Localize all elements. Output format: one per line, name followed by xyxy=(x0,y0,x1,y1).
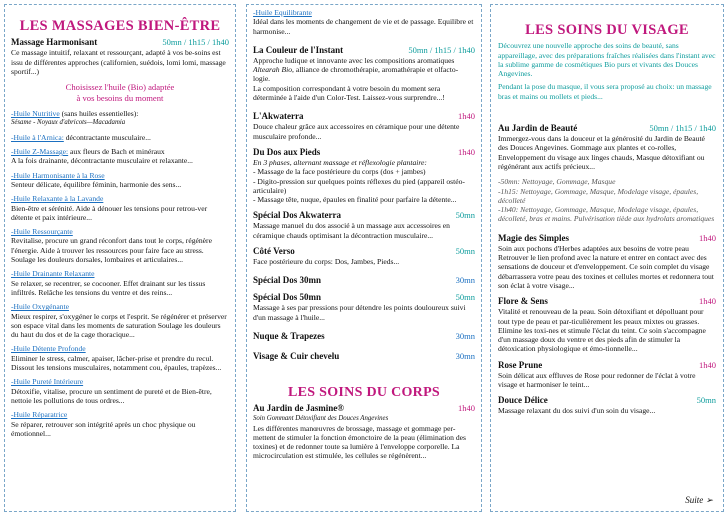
akwaterra-heading xyxy=(253,111,475,122)
oil-item xyxy=(11,133,229,142)
delice-price: 50mn xyxy=(696,395,716,406)
dos-akwaterra-price: 50mn xyxy=(455,210,475,221)
cote-verso-desc: Face postérieure du corps: Dos, Jambes, Pieds... xyxy=(253,257,400,267)
oil-list xyxy=(11,109,229,438)
dos-50-heading xyxy=(253,292,475,303)
oil-item xyxy=(11,227,229,264)
oil-name: -Huile Détente Profonde xyxy=(11,344,86,354)
harmonisant-desc: Ce massage intuitif, relaxant et ressourçant, adapté à vos be-soins est issu de différentes approches (californien, suédois, lomi lomi, massage sportif...) xyxy=(11,48,226,76)
oil-desc: Mieux respirer, s'oxygéner le corps et l'esprit. Se régénérer et préserver son espace vital dans les moments de saturation Soulage les douleurs du haut du dos et de la cage thoracique... xyxy=(11,311,227,340)
dos-50-price: 50mn xyxy=(455,292,475,303)
oil-heading xyxy=(11,377,229,386)
oil-desc: Revitalise, procure un grand réconfort dans tout le corps, régénère l'énergie. Aide à trouver les ressources pour faire face au stress. Soulage les douleurs dorsales, lombaires et articulaires... xyxy=(11,236,212,265)
flore-heading xyxy=(498,296,716,307)
flore-price: 1h40 xyxy=(699,296,716,307)
couleur-name: La Couleur de l'Instant xyxy=(253,44,344,55)
harmonisant-price: 50mn / 1h15 / 1h40 xyxy=(162,37,229,48)
akwaterra-desc: Douce chaleur grâce aux accessoires en céramique pour une détente musculaire profonde... xyxy=(253,122,460,141)
jasmine-desc: Les différentes manœuvres de brossage, massage et gommage per-mettent de stimuler la fonction émonctoire de la peau (élimination des toxines) et de redonner toute sa lumière à l'enveloppe corporelle. La microcirculation est stimulée, les cellules se régénèrent... xyxy=(253,423,466,461)
visage-intro-1: Découvrez une nouvelle approche des soins de beauté, sans appareillage, avec des préparations fraîches réalisées dans l'instant avec la sublime gamme de cosmétiques Bio purs et vivants des Douces Angevines. xyxy=(498,41,716,79)
oil-heading xyxy=(11,171,229,180)
oil-heading xyxy=(11,269,229,278)
magie-desc: Soin aux pochons d'Herbes adaptées aux besoins de votre peau Retrouver le lien profond avec la nature et entrer en contact avec des sensations de douceur et d'enveloppement. Ce soin complet du visage débarrassera votre peau des toxines et cellules mortes et redonnera tout son éclat à votre visage... xyxy=(498,243,714,290)
nuque-price: 30mn xyxy=(455,330,475,341)
nuque-name: Nuque & Trapezes xyxy=(253,330,325,341)
oil-name: -Huile Harmonisante à la Rose xyxy=(11,170,105,180)
dos-pieds-line-2: - Digito-pression sur quelques points réflexes du pied (appareil ostéo-articulaire) xyxy=(253,176,465,195)
dos-pieds-name: Du Dos aux Pieds xyxy=(253,146,321,157)
oil-item xyxy=(11,344,229,372)
magie-price: 1h40 xyxy=(699,232,716,243)
couleur-heading xyxy=(253,45,475,56)
harmonisant-name: Massage Harmonisant xyxy=(11,37,98,48)
dos-50-desc: Massage à ses par pressions pour détendre les points douloureux suivi d'un massage à l'huile... xyxy=(253,303,466,322)
jasmine-heading xyxy=(253,403,475,414)
oil-name: -Huile à l'Arnica: xyxy=(11,132,64,142)
oil-equilibrante-name: -Huile Equilibrante xyxy=(253,8,312,17)
oil-heading xyxy=(11,302,229,311)
couleur-desc-3: La composition correspondant à votre besoin du moment sera déterminée à l'aide d'un Color-Test. Laissez-vous surprendre...! xyxy=(253,83,445,103)
dos-akwaterra-heading xyxy=(253,210,475,221)
couleur-desc-1: Approche ludique et innovante avec les compositions aromatiques xyxy=(253,55,455,65)
dos-pieds-intro: En 3 phases, alternant massage et réflexologie plantaire: xyxy=(253,157,427,167)
dos-pieds-line-1: - Massage de la face postérieure du corps (dos + jambes) xyxy=(253,167,426,177)
beaute-heading xyxy=(498,123,716,134)
oil-heading xyxy=(11,344,229,353)
oil-subtitle: décontractante musculaire... xyxy=(63,132,151,142)
oil-desc: Se relaxer, se recentrer, se cocooner. Effet drainant sur les tissus infiltrés. Relâche les tensions du ventre et des reins... xyxy=(11,278,206,297)
oil-heading xyxy=(11,410,229,419)
oil-item xyxy=(11,194,229,222)
delice-name: Douce Délice xyxy=(498,395,548,406)
dos-30-heading xyxy=(253,275,475,286)
beaute-option-2: -1h15: Nettoyage, Gommage, Masque, Modelage visage, épaules, décolleté xyxy=(498,186,699,205)
column-massages xyxy=(4,4,236,512)
oil-name: -Huile Pureté Intérieure xyxy=(11,377,84,387)
column-visage xyxy=(490,4,724,512)
cote-verso-price: 50mn xyxy=(455,246,475,257)
oil-item xyxy=(11,171,229,190)
oil-item xyxy=(11,269,229,297)
rose-heading xyxy=(498,360,716,371)
dos-akwaterra-desc: Massage manuel du dos associé à un massage aux accessoires en céramique chauds optimisant la décontraction musculaire... xyxy=(253,221,450,240)
oil-name: -Huile Réparatrice xyxy=(11,410,68,420)
oil-name: -Huile Z-Massage: xyxy=(11,147,69,157)
oil-desc: Se réparer, retrouver son intégrité après un choc physique ou émotionnel... xyxy=(11,419,196,438)
oil-item xyxy=(11,377,229,405)
dos-pieds-line-3: - Massage tête, nuque, épaules en finalité pour parfaire la détente... xyxy=(253,195,457,205)
visage-cuir-price: 30mn xyxy=(455,350,475,361)
magie-name: Magie des Simples xyxy=(498,232,569,243)
dos-pieds-price: 1h40 xyxy=(458,146,475,157)
oil-subtitle: aux fleurs de Bach et minéraux xyxy=(68,147,165,157)
beaute-option-3: -1h40: Nettoyage, Gommage, Masque, Modelage visage, épaules, décolleté, bras et mains. Pulvérisation tiède aux hydrolats aromatiques xyxy=(498,205,715,224)
oil-subtitle: (sans huiles essentielles): xyxy=(59,109,139,119)
flore-desc: Vitalité et renouveau de la peau. Soin détoxifiant et dépolluant pour tout type de peau et par-ticulièrement les peaux mixtes ou grasses. Elimine les toxi-nes et stimule l'éclat du teint. Ce soin s'accompagne d'un massage doux du ventre et des pieds afin de stimuler la détoxication physiologique et émo-tionnelle... xyxy=(498,307,706,354)
dos-50-name: Spécial Dos 50mn xyxy=(253,292,322,303)
oil-desc: Bien-être et sérénité. Aide à dénouer les tensions pour retrou-ver détente et paix intérieure... xyxy=(11,203,208,222)
visage-intro-2: Pendant la pose du masque, il vous sera proposé au choix: un massage bras et mains ou mollets et pieds... xyxy=(498,82,712,101)
corps-title: LES SOINS DU CORPS xyxy=(287,384,441,400)
suite-link[interactable]: Suite ➢ xyxy=(685,494,713,505)
jasmine-price: 1h40 xyxy=(458,403,475,414)
rose-price: 1h40 xyxy=(699,359,716,370)
flore-name: Flore & Sens xyxy=(498,296,548,307)
oil-item xyxy=(11,147,229,166)
choose-oil-note: Choisissez l'huile (Bio) adaptée à vos besoins du moment xyxy=(65,82,175,103)
oil-heading xyxy=(11,109,229,118)
dos-30-name: Spécial Dos 30mn xyxy=(253,275,322,286)
couleur-desc-2: , alliance de chromothérapie, aromathérapie et olfacto-logie. xyxy=(253,65,459,84)
oil-desc: A la fois drainante, décontractante musculaire et relaxante... xyxy=(11,156,193,166)
visage-cuir-heading xyxy=(253,351,475,362)
akwaterra-price: 1h40 xyxy=(458,111,475,122)
oil-item xyxy=(11,109,229,128)
oil-heading xyxy=(11,133,229,142)
oil-heading xyxy=(11,227,229,236)
oil-desc: Sésame - Noyaux d'abricots—Macadamia xyxy=(11,119,126,127)
oil-name: -Huile Drainante Relaxante xyxy=(11,269,95,279)
cote-verso-heading xyxy=(253,246,475,257)
oil-desc: Eliminer le stress, calmer, apaiser, lâcher-prise et prendre du recul. Dissout les tensions musculaires, notamment cou, épaules, trapèzes... xyxy=(11,353,222,373)
jasmine-sub: Soin Gommant Détoxifiant des Douces Angevines xyxy=(253,415,389,423)
dos-30-price: 30mn xyxy=(455,275,475,286)
visage-cuir-name: Visage & Cuir chevelu xyxy=(253,350,340,361)
couleur-desc-brand: Altearah Bio xyxy=(253,65,293,75)
oil-desc: Senteur délicate, équilibre féminin, harmonie des sens... xyxy=(11,179,182,189)
oil-desc: Détoxifie, vitalise, procure un sentiment de pureté et de Bien-être, nettoie les pollutions de tous ordres... xyxy=(11,386,212,405)
rose-name: Rose Prune xyxy=(498,359,543,370)
jasmine-name: Au Jardin de Jasmine® xyxy=(253,403,344,414)
visage-title: LES SOINS DU VISAGE xyxy=(525,22,689,38)
oil-name: -Huile Oxygénante xyxy=(11,302,69,312)
massages-title: LES MASSAGES BIEN-ÊTRE xyxy=(19,18,221,34)
nuque-heading xyxy=(253,331,475,342)
dos-pieds-heading xyxy=(253,147,475,158)
dos-akwaterra-name: Spécial Dos Akwaterra xyxy=(253,210,341,221)
oil-heading xyxy=(11,194,229,203)
oil-item xyxy=(11,410,229,438)
couleur-desc xyxy=(253,56,475,84)
beaute-option-1: -50mn: Nettoyage, Gommage, Masque xyxy=(498,177,616,187)
oil-name: -Huile Relaxante à la Lavande xyxy=(11,194,104,204)
beaute-price: 50mn / 1h15 / 1h40 xyxy=(649,123,716,134)
akwaterra-name: L'Akwaterra xyxy=(253,111,304,122)
harmonisant-heading xyxy=(11,37,229,48)
cote-verso-name: Côté Verso xyxy=(253,246,295,257)
couleur-price: 50mn / 1h15 / 1h40 xyxy=(408,44,475,55)
beaute-desc: Immergez-vous dans la douceur et la générosité du Jardin de Beauté des Douces Angevines. Gommage aux plantes et co-rolles, Enveloppement du visage aux linges chauds, Masque détoxifiant ou régénérant aux actifs précieux... xyxy=(498,134,705,171)
beaute-name: Au Jardin de Beauté xyxy=(498,123,578,134)
delice-heading xyxy=(498,395,716,406)
rose-desc: Soin délicat aux effluves de Rose pour redonner de l'éclat à votre visage et harmoniser le teint... xyxy=(498,370,696,390)
column-massages-2 xyxy=(246,4,482,512)
oil-item xyxy=(11,302,229,339)
delice-desc: Massage relaxant du dos suivi d'un soin du visage... xyxy=(498,406,656,416)
magie-heading xyxy=(498,233,716,244)
oil-name: -Huile Ressourçante xyxy=(11,227,73,237)
oil-name: -Huile Nutritive xyxy=(11,109,60,119)
oil-equilibrante-desc: Idéal dans les moments de changement de vie et de passage. Equilibre et harmonise... xyxy=(253,17,474,36)
oil-heading xyxy=(11,147,229,156)
